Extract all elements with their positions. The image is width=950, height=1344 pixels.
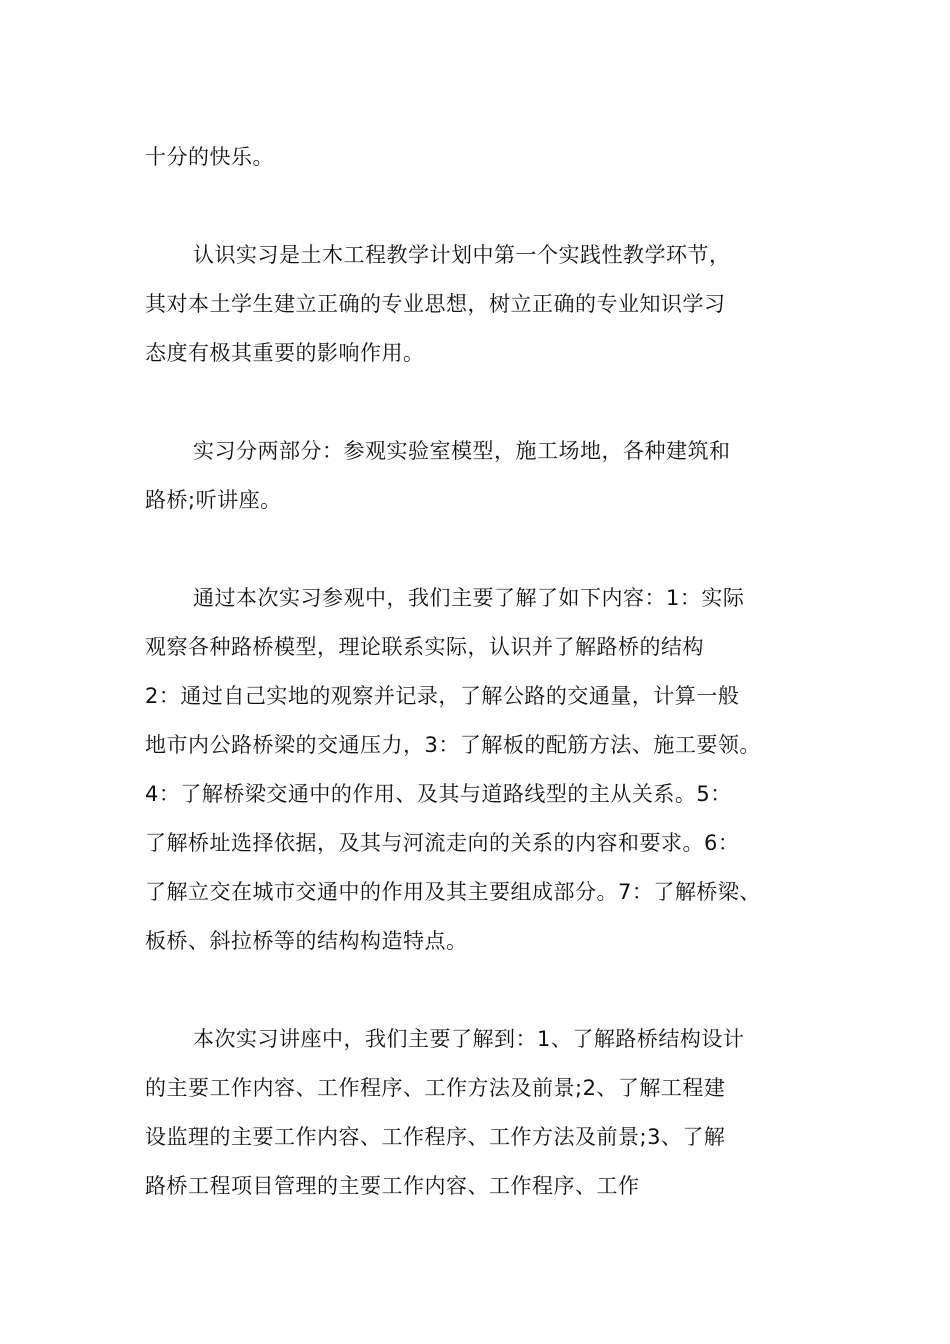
paragraph-line: 了解立交在城市交通中的作用及其主要组成部分。7：了解桥梁、 — [145, 880, 761, 904]
paragraph-3 — [145, 427, 825, 525]
paragraph-line: 态度有极其重要的影响作用。 — [145, 341, 425, 365]
paragraph-line: 路桥;听讲座。 — [145, 488, 282, 512]
paragraph-line: 其对本土学生建立正确的专业思想，树立正确的专业知识学习 — [145, 292, 726, 316]
paragraph-5 — [145, 1015, 825, 1211]
paragraph-line: 实习分两部分：参观实验室模型，施工场地，各种建筑和 — [193, 439, 731, 463]
paragraph-line: 认识实习是土木工程教学计划中第一个实践性教学环节， — [193, 243, 731, 267]
paragraph-2 — [145, 231, 825, 378]
paragraph-gap — [145, 966, 825, 1015]
paragraph-line: 4：了解桥梁交通中的作用、及其与道路线型的主从关系。5： — [145, 782, 732, 806]
paragraph-line: 通过本次实习参观中，我们主要了解了如下内容：1：实际 — [193, 586, 745, 610]
paragraph-line: 路桥工程项目管理的主要工作内容、工作程序、工作 — [145, 1174, 640, 1198]
paragraph-line: 设监理的主要工作内容、工作程序、工作方法及前景;3、了解 — [145, 1125, 726, 1149]
paragraph-line: 十分的快乐。 — [145, 145, 274, 169]
paragraph-line: 板桥、斜拉桥等的结构构造特点。 — [145, 929, 468, 953]
paragraph-gap — [145, 378, 825, 427]
paragraph-gap — [145, 525, 825, 574]
paragraph-gap — [145, 182, 825, 231]
paragraph-line: 了解桥址选择依据，及其与河流走向的关系的内容和要求。6： — [145, 831, 740, 855]
document-body — [145, 133, 825, 1211]
paragraph-line: 2：通过自己实地的观察并记录，了解公路的交通量，计算一般 — [145, 684, 740, 708]
paragraph-line: 地市内公路桥梁的交通压力，3：了解板的配筋方法、施工要领。 — [145, 733, 761, 757]
paragraph-line: 观察各种路桥模型，理论联系实际，认识并了解路桥的结构 — [145, 635, 704, 659]
paragraph-1 — [145, 133, 825, 182]
paragraph-line: 本次实习讲座中，我们主要了解到：1、了解路桥结构设计 — [193, 1027, 745, 1051]
paragraph-4 — [145, 574, 825, 966]
paragraph-line: 的主要工作内容、工作程序、工作方法及前景;2、了解工程建 — [145, 1076, 726, 1100]
